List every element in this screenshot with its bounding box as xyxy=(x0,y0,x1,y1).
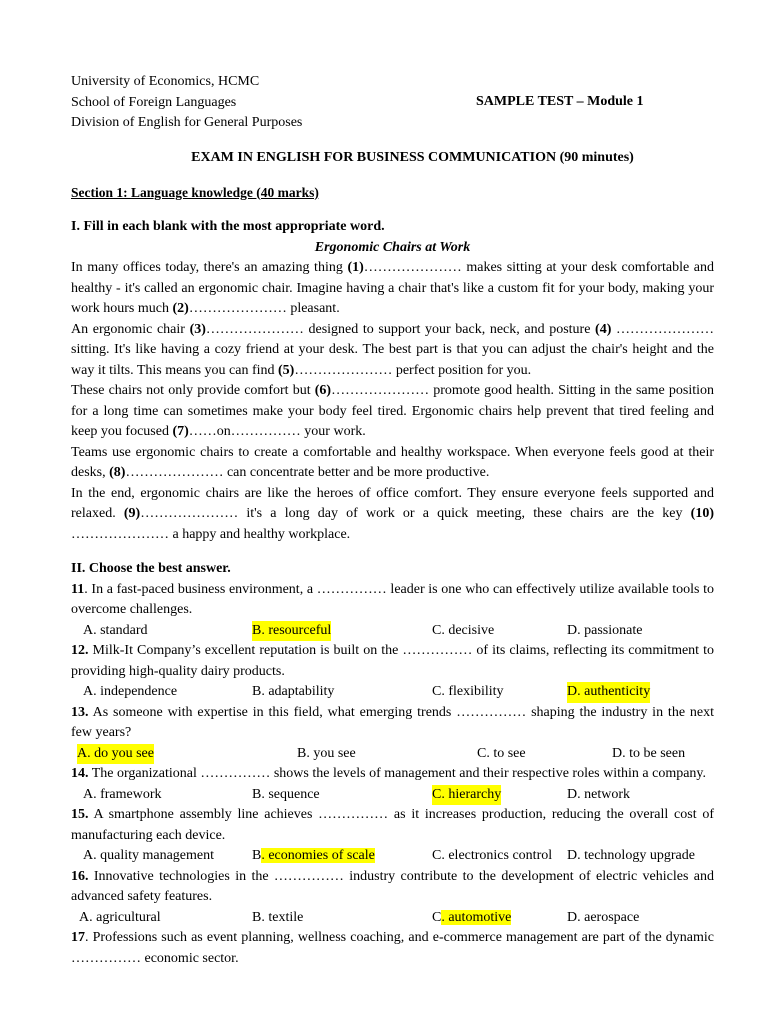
passage-text: These chairs not only provide comfort but xyxy=(71,383,315,398)
answer-options xyxy=(71,908,714,929)
question xyxy=(71,641,714,682)
passage-text: ………………… can concentrate better and be more productive. xyxy=(125,465,490,480)
institution-line: Division of English for General Purposes xyxy=(71,115,303,130)
part2-title: II. Choose the best answer. xyxy=(71,561,231,576)
question-number: 13. xyxy=(71,704,89,720)
question xyxy=(71,703,714,744)
passage-text: ………………… it's a long day of work or a quick meeting, these chairs are the key xyxy=(140,506,691,521)
option-b-letter: B xyxy=(252,848,262,863)
passage-text: In the end, ergonomic chairs are like the heroes of office comfort. They ensure everyone feels supported and relaxed. xyxy=(71,485,714,521)
option-c-highlighted[interactable]: C. hierarchy xyxy=(432,785,501,806)
option-d[interactable]: D. passionate xyxy=(567,622,643,638)
option-b-highlighted[interactable]: B. resourceful xyxy=(252,621,331,642)
passage-paragraph xyxy=(71,320,714,382)
question-number: 14. xyxy=(71,766,89,781)
passage-text: ………………… pleasant. xyxy=(188,301,340,316)
option-c[interactable] xyxy=(432,908,511,929)
option-c[interactable]: C. electronics control xyxy=(432,848,553,863)
question-text: . In a fast-paced business environment, a …………… leader is one who can effectively utilize available tools to overcome challenges. xyxy=(71,581,714,617)
blank-number: (10) xyxy=(690,506,714,521)
question-number: 15. xyxy=(71,807,89,822)
question-number: 11 xyxy=(71,581,85,597)
blank-number: (4) xyxy=(595,321,612,337)
blank-number: (2) xyxy=(172,301,189,316)
question-text: The organizational …………… shows the levels of management and their respective roles within a company. xyxy=(88,766,707,781)
option-d[interactable]: D. technology upgrade xyxy=(567,848,695,863)
question xyxy=(71,764,714,785)
question-text: . Professions such as event planning, wellness coaching, and e-commerce management are part of the dynamic …………… economic sector. xyxy=(71,930,714,966)
option-b[interactable]: B. you see xyxy=(297,745,356,761)
passage-title: Ergonomic Chairs at Work xyxy=(314,239,471,255)
blank-number: (7) xyxy=(172,424,189,439)
question xyxy=(71,928,714,969)
option-a[interactable]: A. quality management xyxy=(83,848,215,863)
passage-paragraph xyxy=(71,443,714,484)
question-text: Milk-It Company’s excellent reputation is built on the …………… of its claims, reflecting its commitment to providing high-quality dairy products. xyxy=(71,643,714,679)
blank-number: (3) xyxy=(189,321,206,337)
passage-text: ………………… perfect position for you. xyxy=(294,362,532,378)
passage-text: ………………… a happy and healthy workplace. xyxy=(71,526,351,542)
option-c[interactable]: C. flexibility xyxy=(432,684,504,699)
option-b[interactable]: B. sequence xyxy=(252,786,320,802)
question-number: 16. xyxy=(71,868,89,884)
passage-text: ………………… sitting. It's like having a cozy friend at your desk. The best part is that you can adjust the chair's height and the way it tilts. This means you can find xyxy=(71,321,714,378)
option-d-highlighted[interactable]: D. authenticity xyxy=(567,682,650,703)
option-d[interactable]: D. to be seen xyxy=(612,745,686,761)
option-b[interactable]: B. adaptability xyxy=(252,684,335,699)
passage-text: Teams use ergonomic chairs to create a comfortable and healthy workspace. When everyone feels good at their desks, xyxy=(71,444,714,480)
option-c-highlighted: . automotive xyxy=(441,909,512,925)
blank-number: (1) xyxy=(347,260,364,275)
question-text: A smartphone assembly line achieves …………… as it increases production, reducing the overall cost of manufacturing each device. xyxy=(71,807,714,843)
passage-text: ………………… designed to support your back, neck, and posture xyxy=(205,321,596,337)
option-b[interactable]: B. textile xyxy=(252,909,304,925)
option-a[interactable]: A. standard xyxy=(83,622,148,638)
option-c[interactable]: C. to see xyxy=(477,745,526,761)
option-a[interactable]: A. agricultural xyxy=(79,909,161,925)
exam-page xyxy=(71,72,714,969)
blank-number: (6) xyxy=(314,383,332,398)
passage-paragraph xyxy=(71,381,714,443)
option-a-highlighted[interactable]: A. do you see xyxy=(77,744,154,765)
answer-options xyxy=(71,682,714,703)
option-c-letter: C xyxy=(432,909,442,925)
question-number: 17 xyxy=(71,930,85,945)
option-d[interactable]: D. network xyxy=(567,786,630,802)
passage-paragraph xyxy=(71,258,714,320)
option-a[interactable]: A. independence xyxy=(83,684,178,699)
question xyxy=(71,867,714,908)
option-b-highlighted: . economies of scale xyxy=(261,848,375,863)
option-d[interactable]: D. aerospace xyxy=(567,909,640,925)
passage-text: An ergonomic chair xyxy=(71,321,190,337)
question xyxy=(71,580,714,621)
institution-line: University of Economics, HCMC xyxy=(71,74,260,89)
answer-options xyxy=(71,744,714,765)
exam-title: EXAM IN ENGLISH FOR BUSINESS COMMUNICATION (90 minutes) xyxy=(191,150,634,165)
blank-number: (5) xyxy=(278,362,295,378)
question xyxy=(71,805,714,846)
passage-paragraph xyxy=(71,484,714,546)
part1-title: I. Fill in each blank with the most appropriate word. xyxy=(71,219,385,234)
option-a[interactable]: A. framework xyxy=(83,786,162,802)
passage-text: In many offices today, there's an amazing thing xyxy=(71,260,348,275)
answer-options xyxy=(71,846,714,867)
institution-line: School of Foreign Languages xyxy=(71,94,237,110)
document-header xyxy=(71,72,714,134)
question-number: 12. xyxy=(71,643,89,658)
passage-text: ………………… promote good health. Sitting in the same position for a long time can sometimes make your body feel tired. Ergonomic chairs help prevent that tired feeling and keep you focused xyxy=(71,383,714,439)
passage-text: ……on…………… your work. xyxy=(188,424,366,439)
option-b[interactable] xyxy=(252,846,375,867)
answer-options xyxy=(71,785,714,806)
answer-options xyxy=(71,621,714,642)
question-text: As someone with expertise in this field, what emerging trends …………… shaping the industry in the next few years? xyxy=(71,704,714,740)
option-c[interactable]: C. decisive xyxy=(432,622,495,638)
section-title: Section 1: Language knowledge (40 marks) xyxy=(71,184,319,200)
blank-number: (8) xyxy=(109,465,126,480)
test-label: SAMPLE TEST – Module 1 xyxy=(476,94,644,109)
passage-text: ………………… makes sitting at your desk comfortable and healthy - it's called an ergonomic chair. Imagine having a chair that's like a custom fit for your body, making your work hours much xyxy=(71,260,714,316)
question-text: Innovative technologies in the …………… industry contribute to the development of electric vehicles and advanced safety features. xyxy=(71,868,714,904)
blank-number: (9) xyxy=(123,506,141,521)
